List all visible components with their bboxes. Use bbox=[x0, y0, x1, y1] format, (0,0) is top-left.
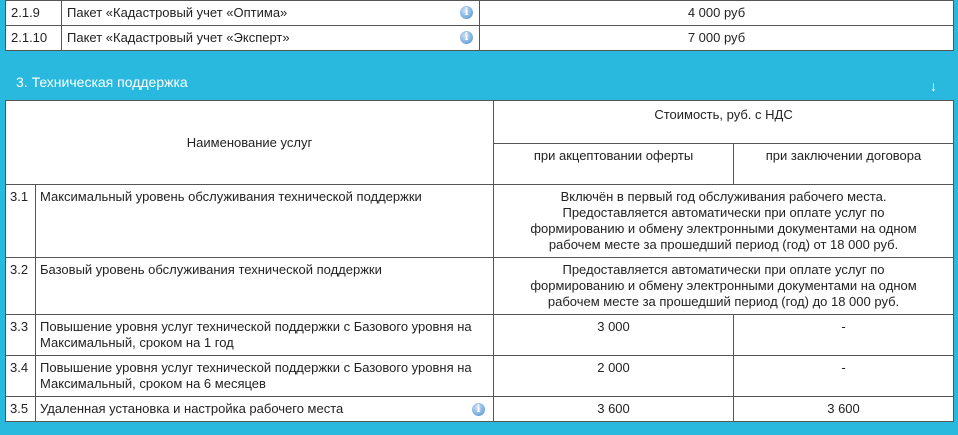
table-header-row bbox=[6, 101, 954, 144]
row-name: Повышение уровня услуг технической поддержки с Базового уровня на Максимальный, сроком на 6 месяцев bbox=[36, 356, 494, 397]
table-row bbox=[6, 185, 954, 258]
row-price-contract: - bbox=[734, 315, 954, 356]
row-price-offer: 3 600 bbox=[494, 397, 734, 422]
row-number: 3.4 bbox=[6, 356, 36, 397]
header-col-contract: при заключении договора bbox=[734, 144, 954, 185]
info-icon[interactable]: i bbox=[460, 31, 473, 44]
packages-table bbox=[5, 0, 954, 51]
row-price: 7 000 руб bbox=[480, 26, 954, 51]
row-merged-price: Предоставляется автоматически при оплате услуг по формированию и обмену электронными документами на одном рабочем месте за прошедший период (год) до 18 000 руб. bbox=[494, 258, 954, 315]
row-name: Повышение уровня услуг технической поддержки с Базового уровня на Максимальный, сроком на 1 год bbox=[36, 315, 494, 356]
info-icon[interactable]: i bbox=[460, 6, 473, 19]
row-number: 2.1.10 bbox=[6, 26, 62, 51]
row-price-offer: 2 000 bbox=[494, 356, 734, 397]
row-name: Максимальный уровень обслуживания технической поддержки bbox=[36, 185, 494, 258]
header-service-name: Наименование услуг bbox=[6, 101, 494, 185]
table-row bbox=[6, 356, 954, 397]
row-name: Пакет «Кадастровый учет «Эксперт» bbox=[67, 30, 290, 45]
tech-support-table bbox=[5, 100, 954, 422]
row-price: 4 000 руб bbox=[480, 1, 954, 26]
row-name-cell bbox=[62, 26, 480, 51]
section-header-tech-support[interactable] bbox=[5, 66, 953, 100]
row-merged-price: Включён в первый год обслуживания рабочего места. Предоставляется автоматически при оплате услуг по формированию и обмену электронными документами на одном рабочем месте за прошедший период (год) от 18 000 руб. bbox=[494, 185, 954, 258]
row-price-offer: 3 000 bbox=[494, 315, 734, 356]
section-title: 3. Техническая поддержка bbox=[16, 74, 188, 90]
table-row bbox=[6, 26, 954, 51]
table-row bbox=[6, 315, 954, 356]
row-price-contract: - bbox=[734, 356, 954, 397]
row-number: 3.5 bbox=[6, 397, 36, 422]
row-number: 3.2 bbox=[6, 258, 36, 315]
row-name: Пакет «Кадастровый учет «Оптима» bbox=[67, 5, 288, 20]
row-name-cell bbox=[62, 1, 480, 26]
table-row bbox=[6, 1, 954, 26]
row-number: 2.1.9 bbox=[6, 1, 62, 26]
row-name-cell bbox=[36, 397, 494, 422]
table-row bbox=[6, 397, 954, 422]
row-price-contract: 3 600 bbox=[734, 397, 954, 422]
row-name: Удаленная установка и настройка рабочего места bbox=[40, 401, 344, 416]
row-name: Базовый уровень обслуживания технической поддержки bbox=[36, 258, 494, 315]
header-col-offer: при акцептовании оферты bbox=[494, 144, 734, 185]
row-number: 3.3 bbox=[6, 315, 36, 356]
info-icon[interactable]: i bbox=[472, 403, 485, 416]
arrow-down-icon[interactable]: ↓ bbox=[930, 78, 937, 94]
table-row bbox=[6, 258, 954, 315]
header-cost: Стоимость, руб. с НДС bbox=[494, 101, 954, 144]
row-number: 3.1 bbox=[6, 185, 36, 258]
